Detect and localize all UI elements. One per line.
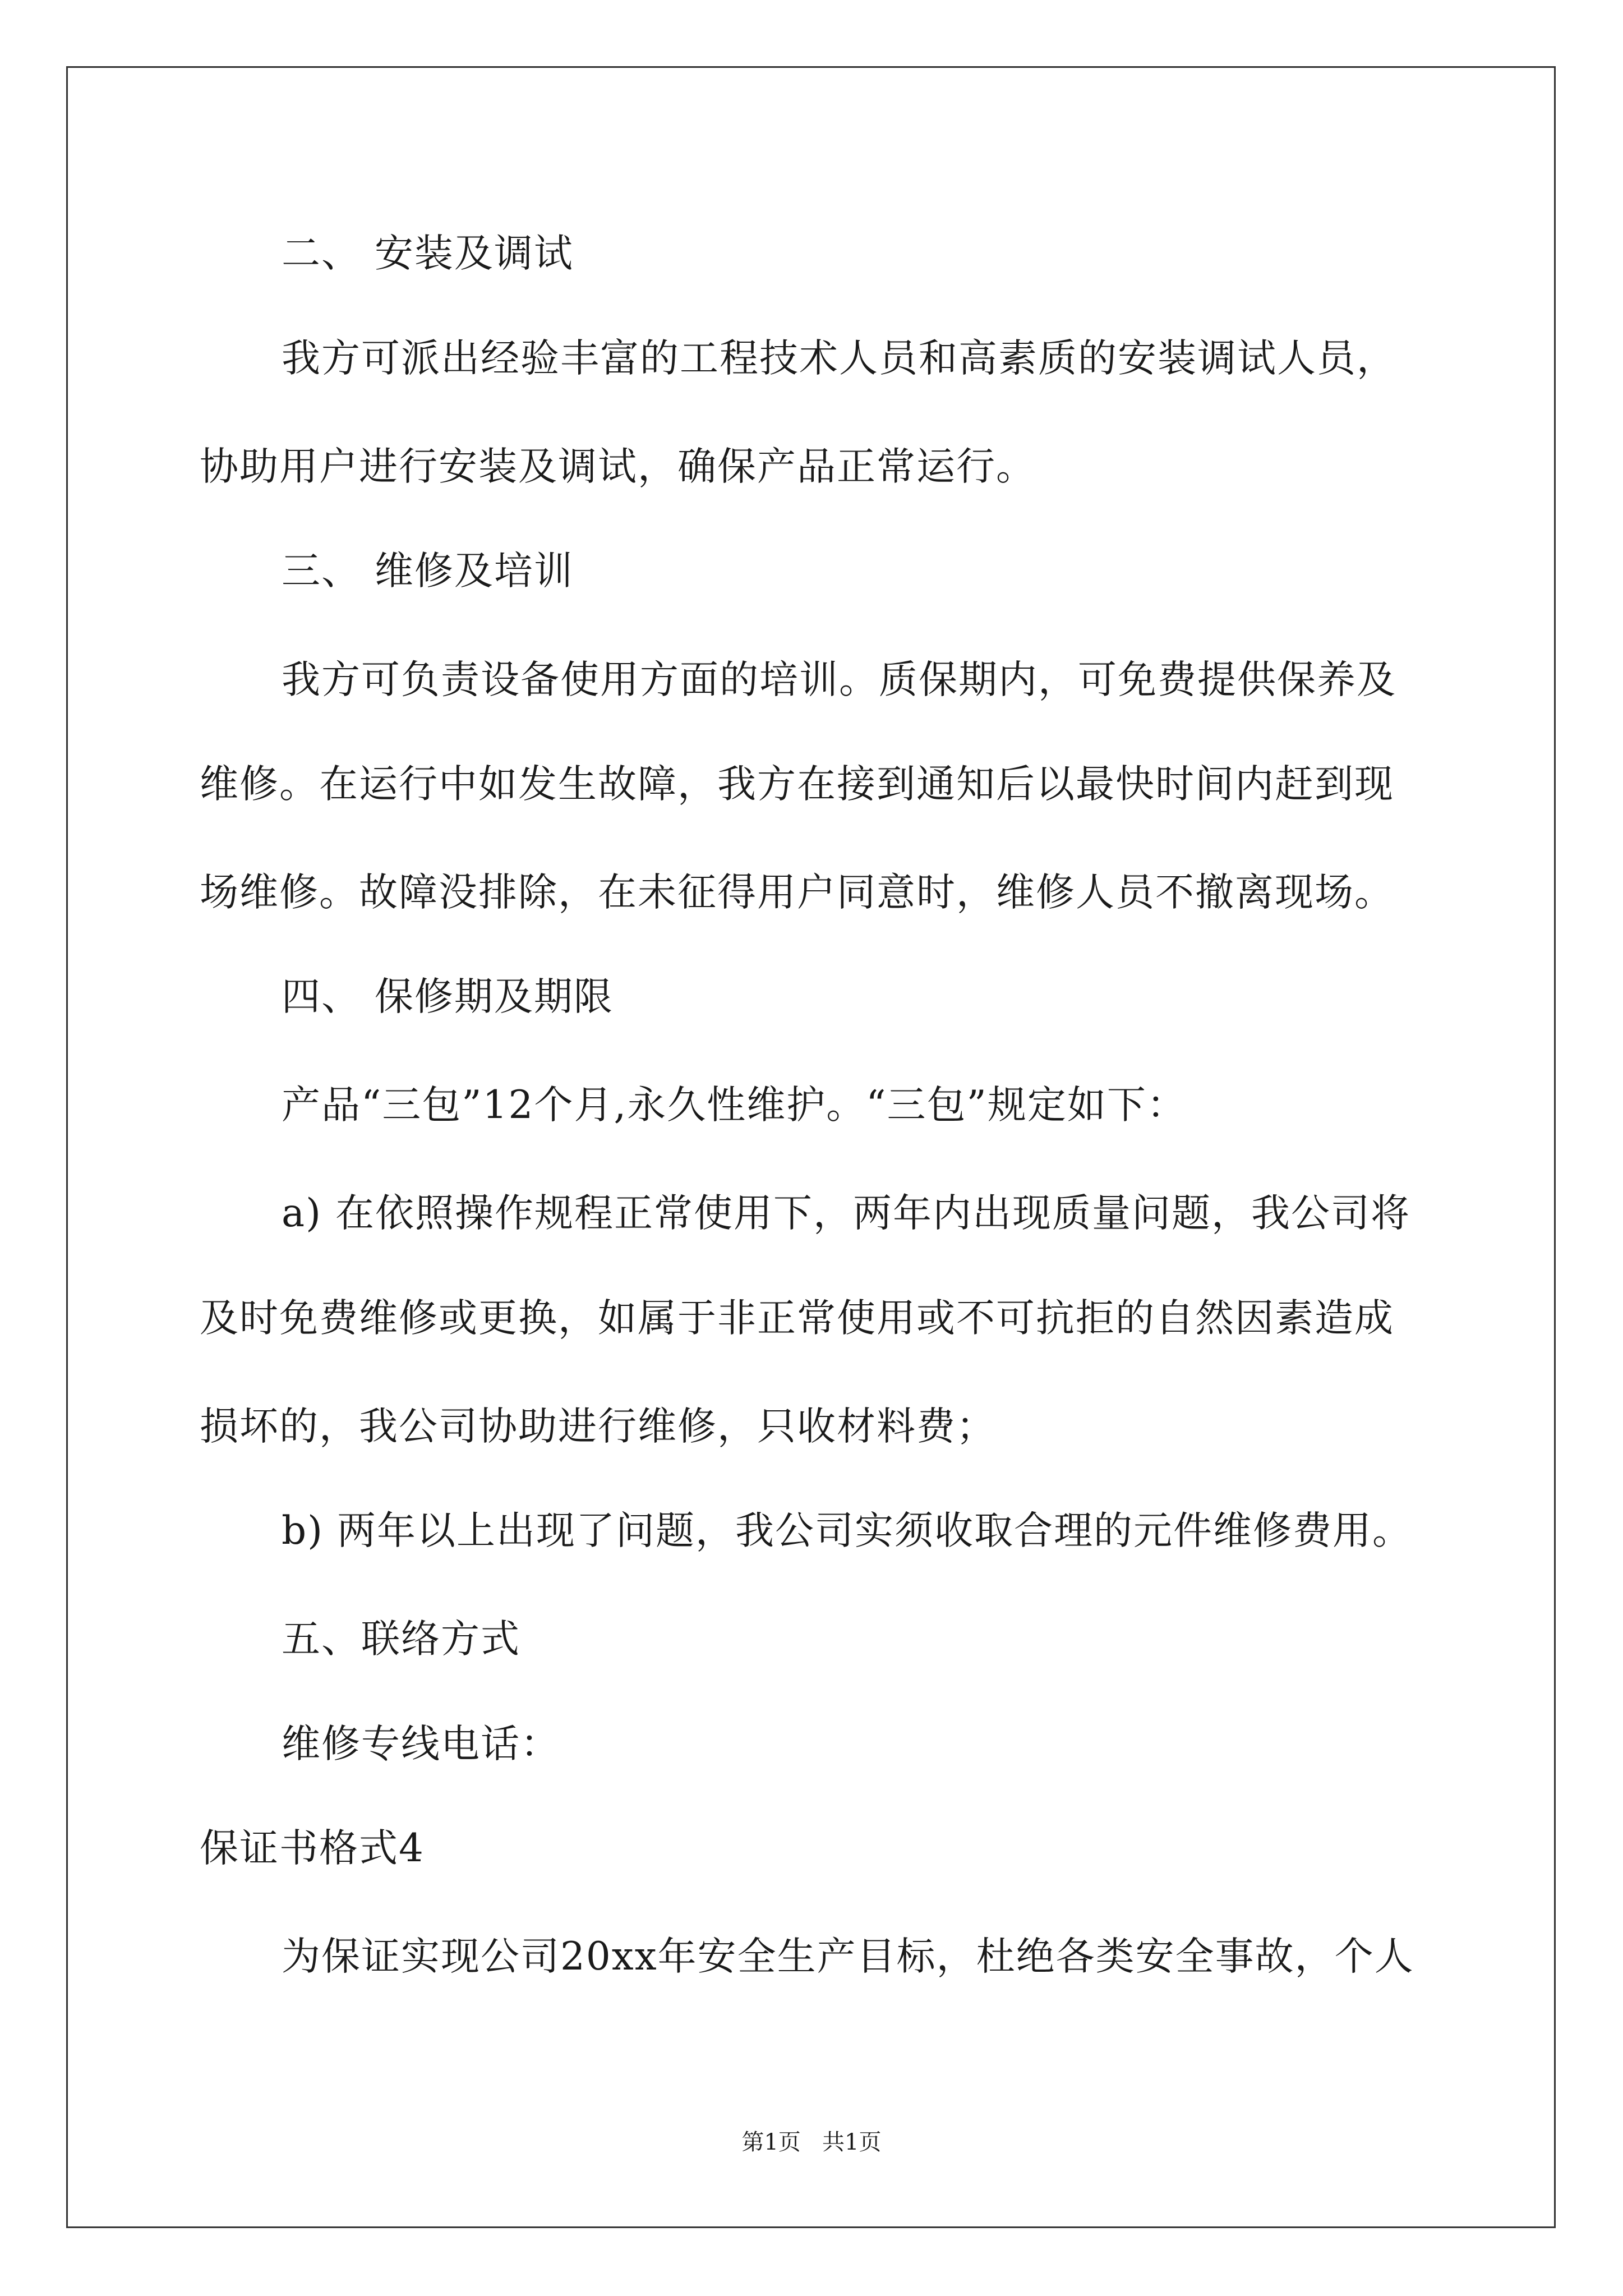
section-heading-installation: 二、 安装及调试	[282, 231, 574, 276]
document-heading: 保证书格式4	[200, 1826, 425, 1871]
section-heading-contact: 五、联络方式	[282, 1617, 520, 1662]
paragraph-line: b) 两年以上出现了问题，我公司实须收取合理的元件维修费用。	[282, 1508, 1413, 1553]
paragraph-line: 场维修。故障没排除，在未征得用户同意时，维修人员不撤离现场。	[200, 870, 1394, 915]
paragraph-line: a) 在依照操作规程正常使用下，两年内出现质量问题，我公司将	[282, 1191, 1410, 1236]
paragraph-line: 我方可负责设备使用方面的培训。质保期内，可免费提供保养及	[282, 657, 1396, 702]
paragraph-line: 产品“三包”12个月,永久性维护。“三包”规定如下：	[282, 1083, 1187, 1128]
paragraph-line: 我方可派出经验丰富的工程技术人员和高素质的安装调试人员，	[282, 336, 1396, 381]
paragraph-line: 维修专线电话：	[282, 1722, 560, 1766]
paragraph-line: 为保证实现公司20xx年安全生产目标，杜绝各类安全事故，个人	[282, 1934, 1414, 1979]
page-footer: 第1页 共1页	[741, 2129, 882, 2155]
paragraph-line: 协助用户进行安装及调试，确保产品正常运行。	[200, 444, 1036, 489]
section-heading-maintenance: 三、 维修及培训	[282, 549, 574, 593]
section-heading-warranty: 四、 保修期及期限	[282, 974, 614, 1019]
paragraph-line: 损坏的，我公司协助进行维修，只收材料费；	[200, 1404, 996, 1449]
paragraph-line: 及时免费维修或更换，如属于非正常使用或不可抗拒的自然因素造成	[200, 1296, 1394, 1341]
paragraph-line: 维修。在运行中如发生故障，我方在接到通知后以最快时间内赶到现	[200, 762, 1394, 807]
page-border	[66, 66, 1556, 2228]
